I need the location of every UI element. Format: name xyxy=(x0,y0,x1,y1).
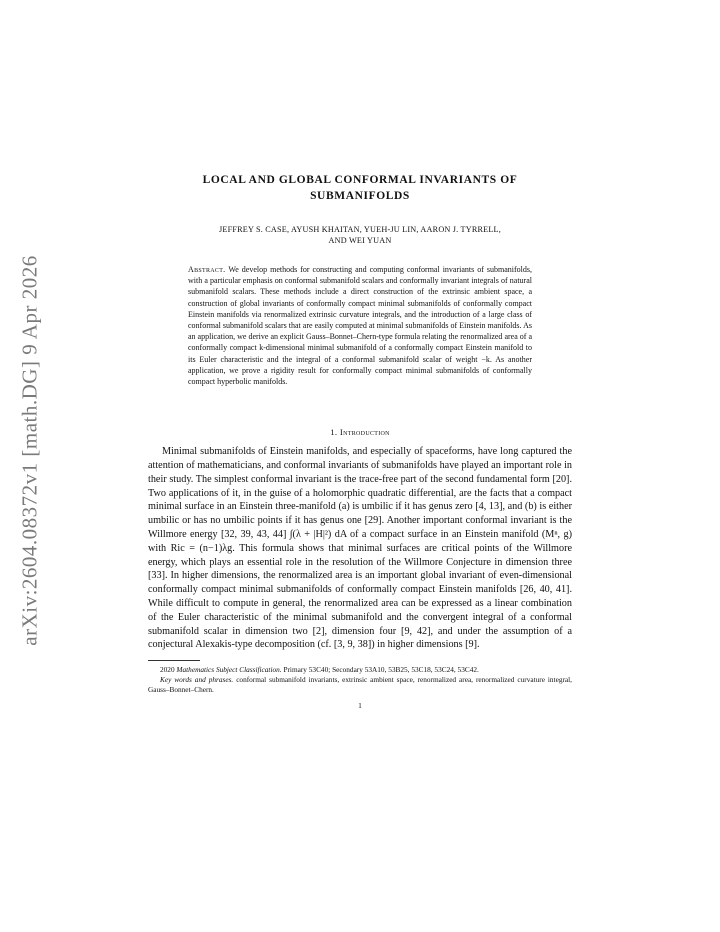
paper-page xyxy=(148,172,572,710)
author-list xyxy=(148,224,572,246)
section-number: 1. xyxy=(330,427,338,438)
authors-line-2: AND WEI YUAN xyxy=(328,236,392,245)
msc-text: Primary 53C40; Secondary 53A10, 53B25, 53C18, 53C24, 53C42. xyxy=(283,665,479,675)
abstract-label: Abstract. xyxy=(188,265,226,274)
title-line-2: SUBMANIFOLDS xyxy=(310,190,410,202)
arxiv-identifier-stamp xyxy=(12,250,48,650)
footnote-divider xyxy=(148,660,200,661)
abstract-text: We develop methods for constructing and computing conformal invariants of submanifolds, with a particular emphasis on conformal submanifold scalars and conformally invariant integrals of natural submanifold scalars. These methods include a direct construction of the extrinsic ambient space, a construction of global invariants of conformally compact minimal submanifolds of conformally compact Einstein manifolds via renormalized extrinsic curvature integrals, and the introduction of a large class of conformal submanifold scalars that are easily computed at minimal submanifolds of Einstein manifolds. As an application, we derive an explicit Gauss–Bonnet–Chern-type formula relating the renormalized area of a conformally compact k-dimensional minimal submanifold of a conformally compact Einstein manifold to its Euler characteristic and the integral of a conformal submanifold scalar of weight −k. As another application, we prove a rigidity result for conformally compact minimal submanifolds of conformally compact hyperbolic manifolds. xyxy=(188,265,533,387)
introduction-paragraph: Minimal submanifolds of Einstein manifolds, and especially of spaceforms, have long captured the attention of mathematicians, and conformal invariants of submanifolds have played an important role in their study. The simplest conformal invariant is the trace-free part of the second fundamental form [20]. Two applications of it, in the guise of a holomorphic quadratic differential, are the facts that a compact minimal surface in an Einstein three-manifold (a) is umbilic if it has genus zero [4, 13], and (b) is either umbilic or has no umbilic points if it has genus one [29]. Another important conformal invariant is the Willmore energy [32, 39, 43, 44] ∫(λ + |H|²) dA of a compact surface in an Einstein manifold (Mⁿ, g) with Ric = (n−1)λg. This formula shows that minimal surfaces are critical points of the Willmore energy, which plays an essential role in the resolution of the Willmore Conjecture in dimension three [33]. In higher dimensions, the renormalized area is an important global invariant of even-dimensional conformally compact minimal submanifolds of conformally compact Einstein manifolds [26, 40, 41]. While difficult to compute in general, the renormalized area can be expressed as a linear combination of the Euler characteristic of the minimal submanifold and the convergent integral of a conformal submanifold scalar in dimension two [2], dimension four [9, 42], and under the assumption of a conjectural Alexakis-type decomposition (cf. [3, 9, 38]) in higher dimensions [9]. xyxy=(148,446,572,651)
keywords-text: conformal submanifold invariants, extrinsic ambient space, renormalized area, renormalized curvature integral, Gauss–Bonnet–Chern. xyxy=(148,675,572,695)
msc-year: 2020 xyxy=(160,665,175,675)
paper-title xyxy=(148,172,572,204)
abstract xyxy=(188,264,532,387)
msc-label: Mathematics Subject Classification. xyxy=(176,665,282,675)
title-line-1: LOCAL AND GLOBAL CONFORMAL INVARIANTS OF xyxy=(202,174,518,186)
section-title: Introduction xyxy=(339,427,390,438)
arxiv-identifier-text: arXiv:2604.08372v1 [math.DG] 9 Apr 2026 xyxy=(17,254,42,646)
footnote-msc xyxy=(148,665,572,675)
section-heading-introduction xyxy=(148,427,572,437)
authors-line-1: JEFFREY S. CASE, AYUSH KHAITAN, YUEH-JU LIN, AARON J. TYRRELL, xyxy=(218,225,502,234)
footnote-keywords xyxy=(148,675,572,695)
page-number: 1 xyxy=(358,701,362,711)
keywords-label: Key words and phrases. xyxy=(160,675,234,685)
